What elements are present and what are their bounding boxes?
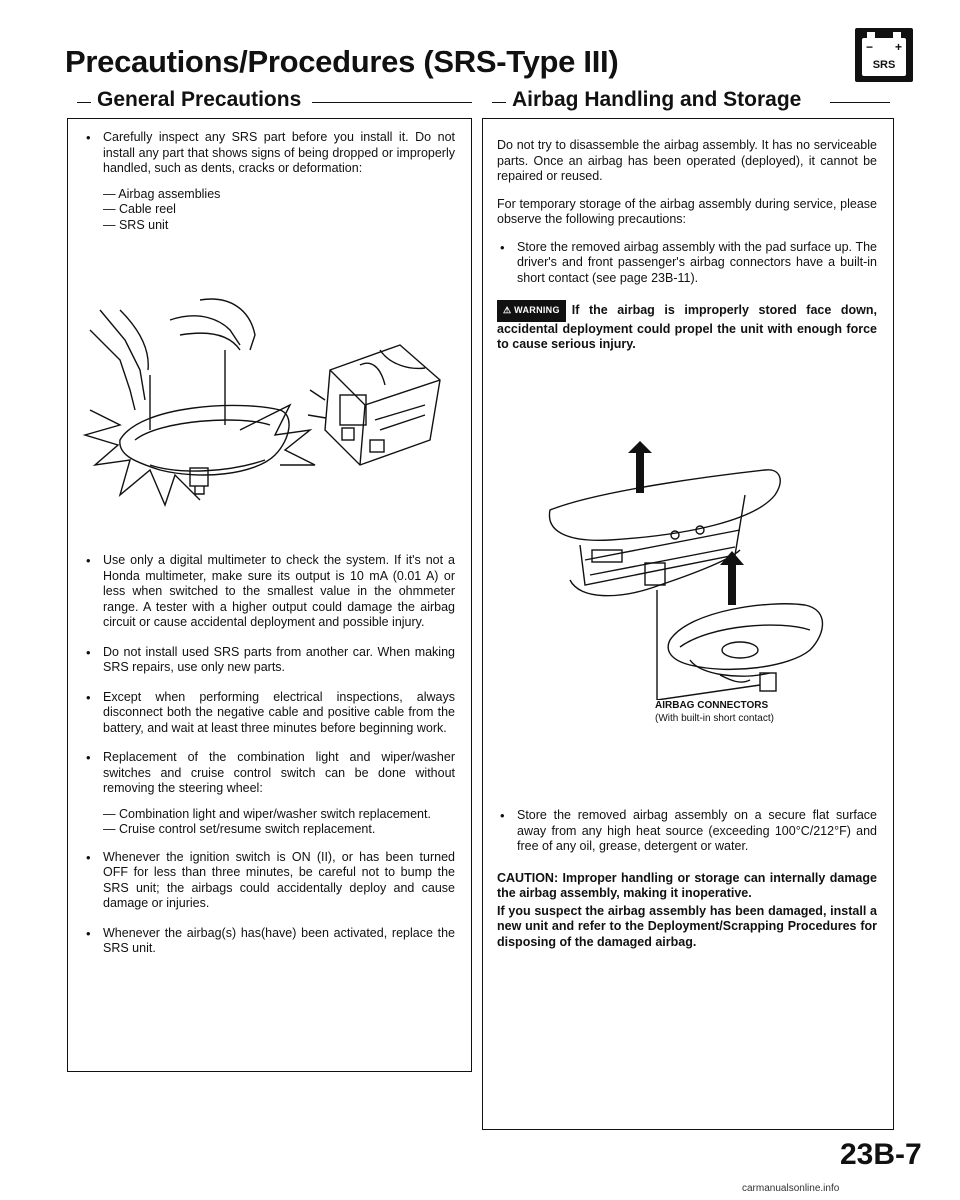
left-heading-rule-end — [312, 102, 472, 103]
dash-item-cable-reel: — Cable reel — [103, 202, 176, 216]
bullet-pad-surface-up: • Store the removed airbag assembly with the pad surface up. The driver's and front passenger's airbag connectors have a built-in short contact (see page 23B-11). — [517, 240, 877, 287]
bullet-disconnect-battery: • Except when performing electrical inspections, always disconnect both the negative cable and positive cable from the battery, and wait at least three minutes before beginning work. — [103, 690, 455, 737]
plus-terminal-label: + — [894, 40, 902, 54]
right-heading-rule-end — [830, 102, 890, 103]
caution-label: CAUTION: — [497, 870, 559, 885]
bullet-inspect-parts: • Carefully inspect any SRS part before you install it. Do not install any part that shows signs of being dropped or improperly handled, such as dents, cracks or deformation: — [103, 130, 455, 177]
bullet-ignition-caution: • Whenever the ignition switch is ON (II), or has been turned OFF for less than three minutes, be careful not to bump the SRS unit; the airbags could accidentally deploy and cause damage or injuries. — [103, 850, 455, 912]
bullet-replace-srs-unit: • Whenever the airbag(s) has(have) been activated, replace the SRS unit. — [103, 926, 455, 957]
warning-badge: ⚠ WARNING — [497, 300, 566, 322]
sub-item-combination-switch: — Combination light and wiper/washer switch replacement. — [103, 806, 431, 821]
left-heading-rule-start — [77, 102, 91, 103]
right-column-heading: Airbag Handling and Storage — [512, 88, 802, 111]
left-section-bottom — [103, 553, 455, 966]
airbag-handling-illustration — [80, 290, 460, 520]
right-heading-rule-start — [492, 102, 506, 103]
airbag-storage-illustration — [540, 435, 850, 700]
bullet-switch-replacement: • Replacement of the combination light and wiper/washer switches and cruise control switch can be done without removing the steering wheel: — [103, 750, 455, 797]
caution-text: Improper handling or storage can internally damage the airbag assembly, making it inoperative. — [497, 870, 877, 900]
sub-item-cruise-switch: — Cruise control set/resume switch replacement. — [103, 822, 376, 836]
left-column-heading: General Precautions — [97, 88, 302, 111]
para-no-disassemble: Do not try to disassemble the airbag assembly. It has no serviceable parts. Once an airbag has been operated (deployed), it cannot be repaired or reused. — [497, 138, 877, 183]
bullet-used-parts: • Do not install used SRS parts from another car. When making SRS repairs, use only new parts. — [103, 645, 455, 676]
page-title: Precautions/Procedures (SRS-Type III) — [65, 44, 619, 79]
minus-terminal-label: − — [866, 40, 874, 54]
srs-icon-label: SRS — [872, 59, 896, 71]
right-section-bottom — [497, 808, 877, 959]
figure-sublabel-short-contact: (With built-in short contact) — [655, 713, 774, 724]
caution-text-damaged: If you suspect the airbag assembly has been damaged, install a new unit and refer to the Deployment/Scrapping Procedures for disposing of the damaged airbag. — [497, 903, 877, 949]
para-temporary-storage: For temporary storage of the airbag assembly during service, please observe the following precautions: — [497, 196, 877, 226]
left-section-top — [103, 130, 455, 233]
page-number: 23B-7 — [840, 1138, 922, 1171]
dash-item-srs-unit: — SRS unit — [103, 217, 169, 232]
bullet-multimeter: • Use only a digital multimeter to check the system. If it's not a Honda multimeter, make sure its output is 10 mA (0.01 A) or less when switched to the smallest value in the ohmmeter range. A tester with a higher output could damage the airbag circuit or cause accidental deployment and possible injury. — [103, 553, 455, 631]
warning-text: If the airbag is improperly stored face down, accidental deployment could propel the unit with enough force to cause serious injury. — [497, 303, 877, 351]
bullet-secure-flat-surface: • Store the removed airbag assembly on a secure flat surface away from any high heat source (exceeding 100°C/212°F) and free of any oil, grease, detergent or water. — [517, 808, 877, 855]
figure-label-airbag-connectors: AIRBAG CONNECTORS — [655, 700, 769, 711]
battery-srs-icon — [855, 28, 913, 82]
right-section-top — [497, 138, 877, 362]
dash-item-airbag: — Airbag assemblies — [103, 186, 221, 201]
watermark: carmanualsonline.info — [742, 1183, 840, 1194]
